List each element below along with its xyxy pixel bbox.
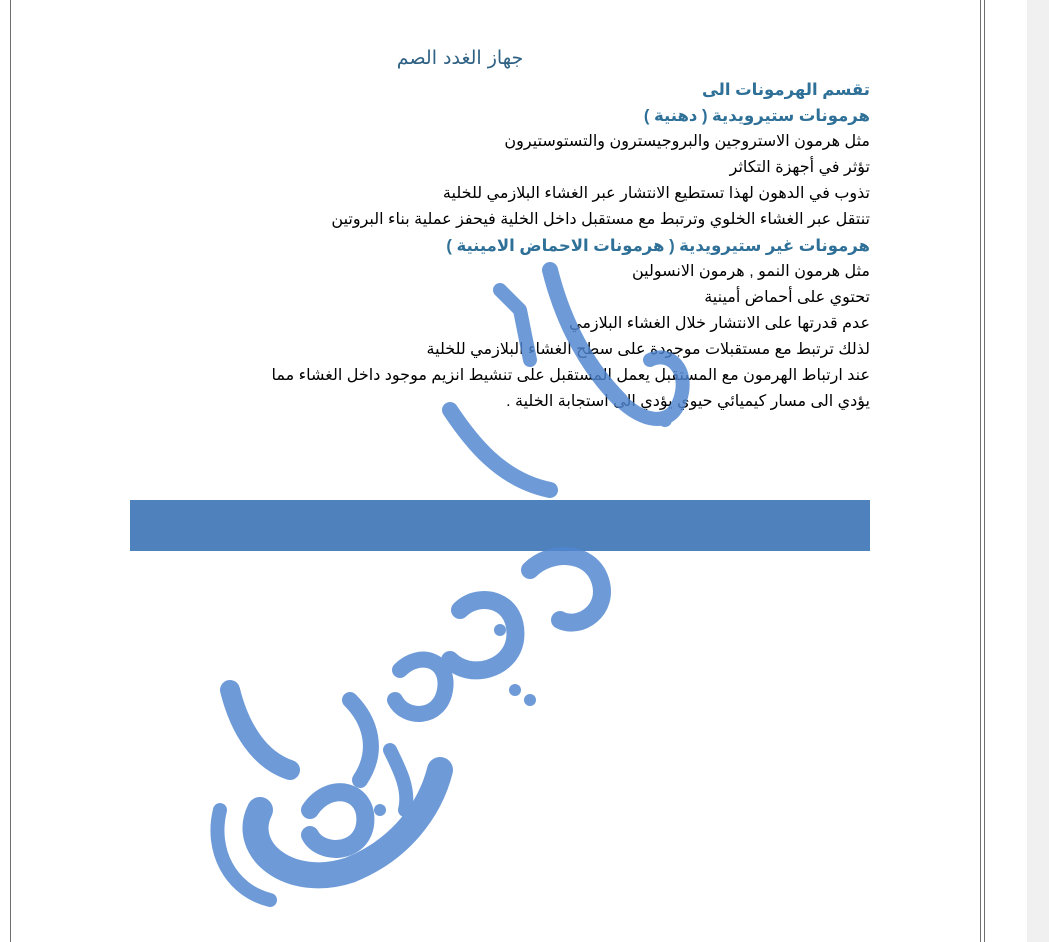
page-left-border	[10, 0, 11, 942]
text-line-8: مثل هرمون النمو , هرمون الانسولين	[632, 263, 870, 280]
document-body	[130, 45, 870, 415]
text-line-10: عدم قدرتها على الانتشار خلال الغشاء البلازمي	[568, 315, 870, 332]
side-panel	[1027, 0, 1049, 942]
text-line-7: هرمونات غير ستيرويدية ( هرمونات الاحماض الامينية )	[446, 237, 870, 255]
text-line-4: تؤثر في أجهزة التكاثر	[729, 159, 870, 176]
text-line-12: عند ارتباط الهرمون مع المستقبل يعمل المستقبل على تنشيط انزيم موجود داخل الغشاء مما	[271, 367, 870, 384]
text-line-1: تقسم الهرمونات الى	[701, 81, 870, 99]
page-right-border	[980, 0, 985, 942]
text-line-5: تذوب في الدهون لهذا تستطيع الانتشار عبر الغشاء البلازمي للخلية	[442, 185, 870, 202]
text-line-9: تحتوي على أحماض أمينية	[704, 289, 870, 306]
document-title: جهاز الغدد الصم	[396, 47, 524, 69]
blue-banner-bar	[130, 500, 870, 551]
text-line-13: يؤدي الى مسار كيميائي حيوي يؤدي الى استجابة الخلية .	[506, 393, 870, 410]
page-margin-gap	[985, 0, 1027, 942]
text-line-2: هرمونات ستيرويدية ( دهنية )	[643, 107, 870, 125]
text-line-3: مثل هرمون الاستروجين والبروجيسترون والتستوستيرون	[504, 133, 870, 150]
text-line-6: تنتقل عبر الغشاء الخلوي وترتبط مع مستقبل داخل الخلية فيحفز عملية بناء البروتين	[331, 211, 870, 228]
text-line-11: لذلك ترتبط مع مستقبلات موجودة على سطح الغشاء البلازمي للخلية	[426, 341, 870, 358]
